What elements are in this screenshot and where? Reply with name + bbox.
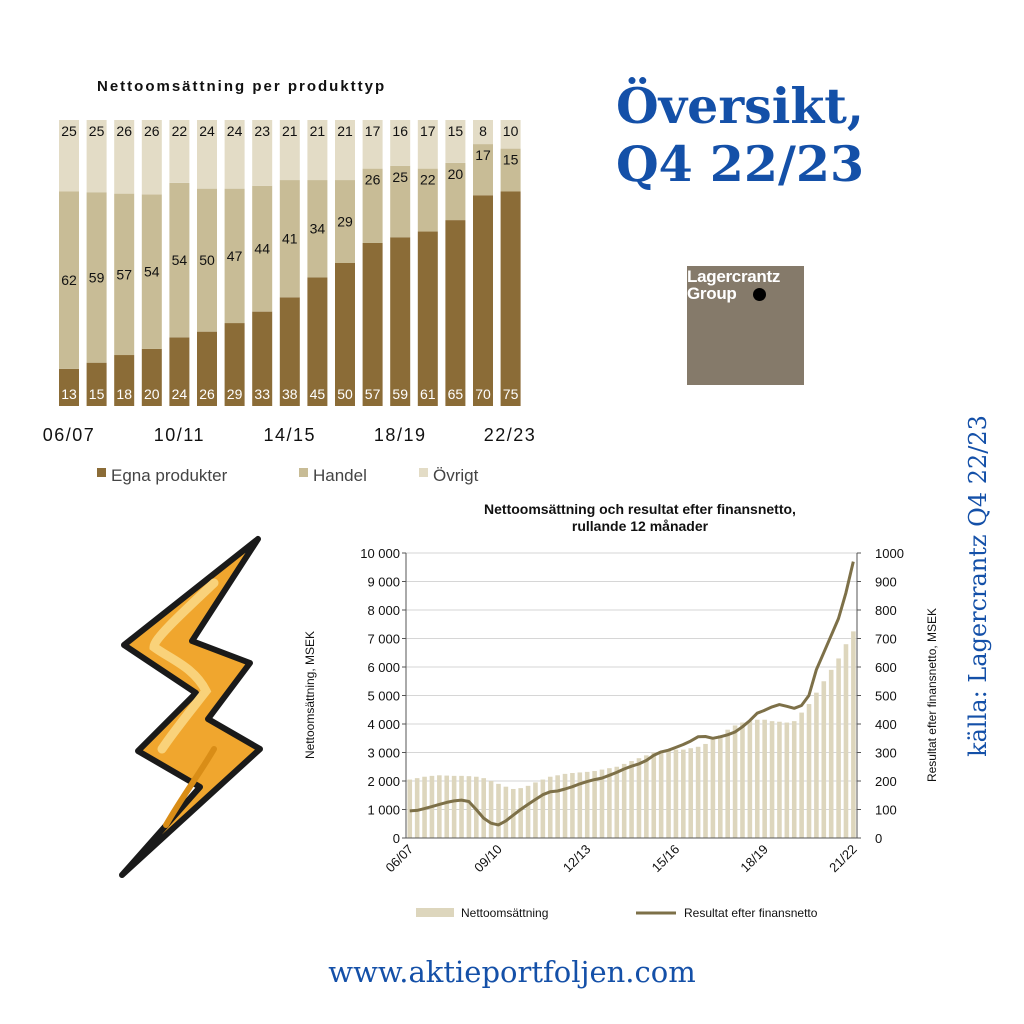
chart2-right-axis-label: Resultat efter finansnetto, MSEK (925, 607, 939, 783)
chart1-bar-19/20-0 (418, 232, 438, 406)
chart1-x-tick-labels (43, 425, 537, 445)
chart2-bar (437, 775, 442, 838)
chart1-bar-21/22-0 (473, 195, 493, 406)
chart1-data-label: 62 (61, 272, 77, 289)
chart2-bar (836, 658, 841, 838)
chart2-right-tick-label: 700 (875, 631, 897, 647)
chart1-data-label: 22 (171, 123, 188, 139)
chart2-bar (489, 781, 494, 838)
chart2-bar (518, 788, 523, 838)
chart2-bar (822, 681, 827, 838)
chart2-bar (629, 761, 634, 838)
chart1-data-label: 50 (337, 386, 353, 402)
chart2-bar (444, 776, 449, 838)
chart1-data-label: 20 (144, 386, 160, 402)
chart1-data-label: 21 (309, 123, 326, 139)
chart2-bar (496, 784, 501, 838)
chart2-right-tick-label: 600 (875, 660, 897, 675)
chart1-data-label: 25 (392, 168, 408, 185)
chart1-bar-17/18-0 (363, 243, 383, 406)
chart1-data-label: 57 (364, 386, 381, 402)
chart1-data-label: 17 (364, 123, 381, 139)
chart2-bar (762, 720, 767, 838)
chart2-title-line1: Nettoomsättning och resultat efter finansnetto, (484, 501, 796, 517)
chart2-bar (548, 777, 553, 838)
chart1-data-label: 47 (226, 247, 243, 264)
chart2-bar (777, 722, 782, 838)
chart1-bars (59, 120, 521, 406)
chart1-data-label: 22 (420, 171, 436, 188)
chart2-bar (799, 713, 804, 838)
chart2-bar (844, 644, 849, 838)
legend-swatch-nettoomsattning (416, 908, 454, 917)
chart1-bar-22/23-0 (501, 192, 521, 407)
chart2-left-tick-label: 1 000 (367, 802, 400, 818)
chart1-data-label: 50 (199, 252, 215, 269)
chart1-bar-16/17-0 (335, 263, 355, 406)
chart2-bar (407, 780, 412, 838)
chart2-right-tick-labels (875, 546, 904, 846)
legend-label-ovrigt: Övrigt (433, 466, 479, 485)
chart2-title-line2: rullande 12 månader (571, 518, 709, 534)
chart1-data-label: 33 (254, 386, 270, 402)
legend-label-resultat: Resultat efter finansnetto (684, 906, 818, 920)
chart2-right-tick-label: 500 (875, 688, 897, 704)
chart2-left-tick-label: 10 000 (360, 546, 400, 561)
legend-swatch-ovrigt (419, 468, 428, 477)
chart1-data-label: 45 (309, 386, 326, 402)
chart1-data-label: 57 (116, 266, 132, 283)
chart2-bar (504, 787, 509, 838)
chart1-data-label: 10 (502, 123, 519, 139)
chart2-left-tick-label: 3 000 (367, 745, 400, 761)
chart1-data-label: 25 (61, 123, 77, 139)
chart1-data-label: 26 (116, 123, 132, 139)
chart2-bar (725, 730, 730, 838)
chart1-data-label: 25 (88, 123, 105, 139)
chart2-bar (851, 631, 856, 838)
chart1-x-tick: 18/19 (373, 425, 427, 445)
chart1-data-label: 59 (88, 269, 105, 286)
chart2-bar (740, 723, 745, 838)
chart1-data-label: 21 (337, 123, 353, 139)
chart1-data-label: 17 (420, 123, 436, 139)
chart2-left-tick-label: 6 000 (367, 660, 400, 675)
chart2-right-tick-label: 400 (875, 717, 897, 732)
chart2-bar (533, 782, 538, 838)
chart1-data-label: 41 (282, 230, 298, 247)
chart1-x-tick: 22/23 (483, 425, 537, 445)
chart2-bar (785, 723, 790, 838)
chart1-data-label: 24 (171, 386, 188, 402)
chart2-bar (563, 774, 568, 838)
lightning-bolt-icon (110, 535, 270, 880)
chart2-bar (415, 778, 420, 838)
chart2-bar (755, 720, 760, 838)
chart2-x-tick-label: 12/13 (559, 841, 594, 876)
chart1-bar-18/19-0 (390, 237, 410, 406)
chart1-data-label: 29 (337, 213, 353, 230)
chart2-bar (770, 721, 775, 838)
chart2-bar (644, 755, 649, 838)
chart2-bar (570, 773, 575, 838)
logo-dot (753, 288, 766, 301)
chart1-data-label: 18 (116, 386, 132, 402)
chart1-data-label: 38 (282, 386, 298, 402)
chart2-right-tick-label: 0 (875, 831, 883, 846)
lagercrantz-logo (687, 266, 804, 385)
chart2-left-tick-label: 2 000 (367, 774, 400, 789)
product-type-stacked-bar-chart (0, 0, 560, 500)
chart1-data-label: 29 (226, 386, 243, 402)
chart1-data-label: 24 (199, 123, 215, 139)
chart2-left-tick-label: 8 000 (367, 603, 400, 618)
logo-line1: Lagercrantz (687, 267, 781, 286)
source-text: källa: Lagercrantz Q4 22/23 (964, 415, 992, 757)
chart2-bar (814, 693, 819, 838)
chart2-bar (622, 764, 627, 838)
chart2-bar (829, 670, 834, 838)
chart1-data-label: 23 (254, 123, 270, 139)
chart2-bar (674, 750, 679, 838)
chart1-data-label: 61 (420, 386, 436, 402)
chart1-data-label: 15 (447, 123, 464, 139)
chart1-data-label: 15 (88, 386, 105, 402)
chart2-bar (807, 704, 812, 838)
chart1-data-label: 59 (392, 386, 408, 402)
chart2-bar (481, 778, 486, 838)
chart2-bar (666, 750, 671, 838)
chart1-data-label: 15 (502, 151, 519, 168)
chart2-x-tick-label: 06/07 (382, 841, 417, 876)
chart1-data-label: 21 (282, 123, 298, 139)
chart2-x-tick-labels (383, 842, 860, 876)
chart2-right-tick-label: 300 (875, 745, 897, 761)
chart2-left-tick-labels (360, 546, 400, 846)
chart1-data-label: 26 (144, 123, 160, 139)
chart2-bar (696, 747, 701, 838)
chart1-data-label: 65 (447, 386, 464, 402)
chart1-x-tick: 14/15 (263, 425, 317, 445)
chart2-bar (607, 768, 612, 838)
chart1-data-label: 17 (475, 147, 491, 164)
chart2-left-tick-label: 4 000 (367, 717, 400, 732)
chart2-bar (452, 776, 457, 838)
page-title (560, 78, 920, 194)
chart2-right-tick-label: 1000 (875, 546, 904, 561)
chart1-bar-20/21-0 (445, 220, 465, 406)
page-title-line2: Q4 22/23 (615, 134, 865, 193)
chart2-bar (688, 748, 693, 838)
chart2-x-tick-label: 15/16 (648, 841, 683, 876)
chart1-x-tick: 06/07 (42, 425, 96, 445)
chart1-data-label: 75 (502, 386, 519, 402)
chart1-data-label: 34 (309, 220, 326, 237)
chart2-bar (467, 776, 472, 838)
chart2-left-axis-label: Nettoomsättning, MSEK (303, 630, 317, 760)
chart2-bar (711, 740, 716, 838)
legend-swatch-egna (97, 468, 106, 477)
chart2-bar (681, 750, 686, 838)
chart2-bar (555, 775, 560, 838)
chart1-data-label: 54 (144, 263, 160, 280)
chart1-data-label: 13 (61, 386, 77, 402)
chart2-bar (651, 753, 656, 839)
chart2-left-tick-label: 7 000 (367, 631, 400, 647)
chart2-bar (614, 767, 619, 838)
chart1-legend (97, 466, 479, 485)
chart2-right-tick-label: 800 (875, 603, 897, 618)
chart1-data-label: 20 (447, 165, 464, 182)
chart2-legend (416, 906, 818, 920)
legend-label-nettoomsattning: Nettoomsättning (461, 906, 549, 920)
website-url: www.aktieportfoljen.com (328, 955, 696, 989)
legend-label-egna: Egna produkter (111, 466, 228, 485)
revenue-profit-rolling-chart (290, 495, 939, 935)
chart2-bar (792, 721, 797, 838)
page-title-line1: Översikt, (616, 77, 864, 135)
chart1-x-tick: 10/11 (153, 425, 206, 445)
chart2-bar (526, 786, 531, 838)
chart1-data-label: 26 (364, 171, 381, 188)
chart2-x-tick-label: 18/19 (737, 841, 772, 876)
legend-swatch-handel (299, 468, 308, 477)
chart2-right-tick-label: 100 (875, 802, 897, 818)
chart2-left-tick-label: 5 000 (367, 688, 400, 704)
chart2-bar (718, 735, 723, 838)
chart1-data-label: 26 (199, 386, 215, 402)
chart2-right-tick-label: 200 (875, 774, 897, 789)
chart2-bar (637, 758, 642, 838)
chart1-title: Nettoomsättning per produkttyp (97, 78, 387, 95)
chart2-bar (703, 744, 708, 838)
chart1-data-label: 16 (392, 123, 408, 139)
chart2-bar (733, 725, 738, 838)
chart2-bar (748, 721, 753, 838)
legend-label-handel: Handel (313, 466, 367, 485)
logo-line2: Group (687, 284, 737, 303)
chart2-bar (659, 751, 664, 838)
chart2-bar (541, 780, 546, 838)
chart2-left-tick-label: 9 000 (367, 574, 400, 590)
chart1-data-label: 54 (171, 252, 188, 269)
chart2-right-tick-label: 900 (875, 574, 897, 590)
chart2-bar (459, 776, 464, 838)
chart2-left-tick-label: 0 (392, 831, 400, 846)
chart1-data-label: 70 (475, 386, 491, 402)
chart1-data-label: 24 (226, 123, 243, 139)
chart2-x-tick-label: 09/10 (471, 841, 505, 876)
chart1-data-label: 8 (479, 123, 487, 139)
chart2-x-tick-label: 21/22 (826, 841, 860, 876)
chart1-data-label: 44 (254, 240, 270, 257)
